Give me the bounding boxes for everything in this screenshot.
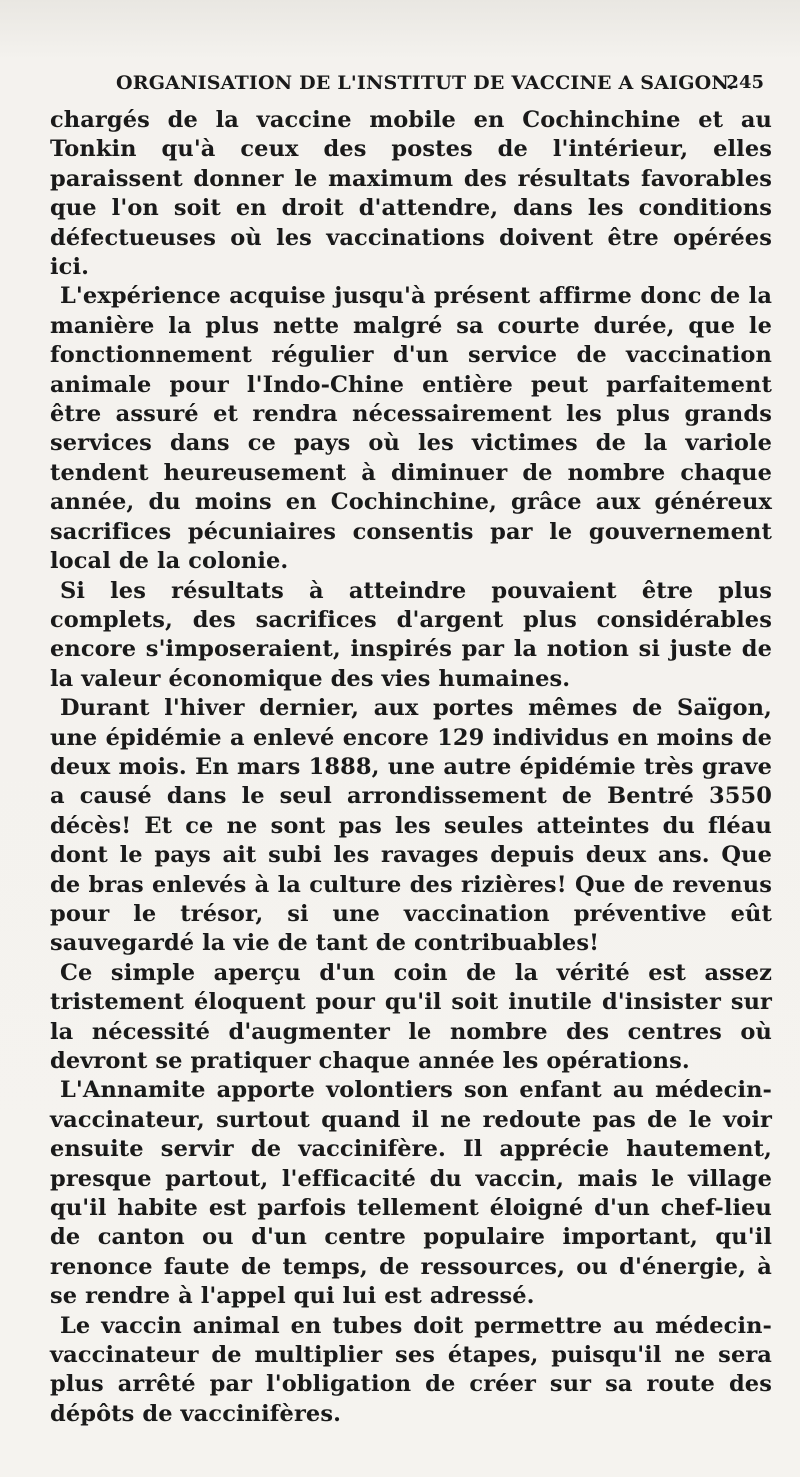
paragraph-2: L'expérience acquise jusqu'à présent affirme donc de la manière la plus nette malgré sa courte durée, que le fonctionnement régulier d'un service de vaccination animale pour l'Indo-Chine entière peut parfaitement être assuré et rendra nécessairement les plus grands services dans ce pays où les victimes de la variole tendent heureusement à diminuer de nombre chaque année, du moins en Cochinchine, grâce aux généreux sacrifices pécuniaires consentis par le gouvernement local de la colonie.: [50, 283, 772, 575]
page-header: [50, 66, 770, 100]
paragraph-4: Durant l'hiver dernier, aux portes mêmes de Saïgon, une épidémie a enlevé encore 129 individus en moins de deux mois. En mars 1888, une autre épidémie très grave a causé dans le seul arrondissement de Bentré 3550 décès! Et ce ne sont pas les seules atteintes du fléau dont le pays ait subi les ravages depuis deux ans. Que de bras enlevés à la culture des rizières! Que de revenus pour le trésor, si une vaccination préventive eût sauvegardé la vie de tant de contribuables!: [50, 695, 772, 957]
page-number: 245: [726, 72, 764, 93]
paragraph-6: L'Annamite apporte volontiers son enfant au médecin-vaccinateur, surtout quand il ne redoute pas de le voir ensuite servir de vaccinifère. Il apprécie hautement, presque partout, l'efficacité du vaccin, mais le village qu'il habite est parfois tellement éloigné d'un chef-lieu de canton ou d'un centre populaire important, qu'il renonce faute de temps, de ressources, ou d'énergie, à se rendre à l'appel qui lui est adressé.: [50, 1077, 772, 1310]
running-title: ORGANISATION DE L'INSTITUT DE VACCINE A SAIGON.: [116, 72, 735, 94]
paragraph-5: Ce simple aperçu d'un coin de la vérité est assez tristement éloquent pour qu'il soit inutile d'insister sur la nécessité d'augmenter le nombre des centres où devront se pratiquer chaque année les opérations.: [50, 959, 772, 1074]
paragraph-3: Si les résultats à atteindre pouvaient être plus complets, des sacrifices d'argent plus considérables encore s'imposeraient, inspirés par la notion si juste de la valeur économique des vies humaines.: [50, 577, 772, 692]
paragraph-1: chargés de la vaccine mobile en Cochinchine et au Tonkin qu'à ceux des postes de l'intérieur, elles paraissent donner le maximum des résultats favorables que l'on soit en droit d'attendre, dans les conditions défectueuses où les vaccinations doivent être opérées ici.: [50, 107, 772, 281]
body-text: [50, 106, 772, 1429]
paragraph-7: Le vaccin animal en tubes doit permettre au médecin-vaccinateur de multiplier ses étapes, puisqu'il ne sera plus arrêté par l'obligation de créer sur sa route des dépôts de vaccinifères.: [50, 1312, 772, 1427]
